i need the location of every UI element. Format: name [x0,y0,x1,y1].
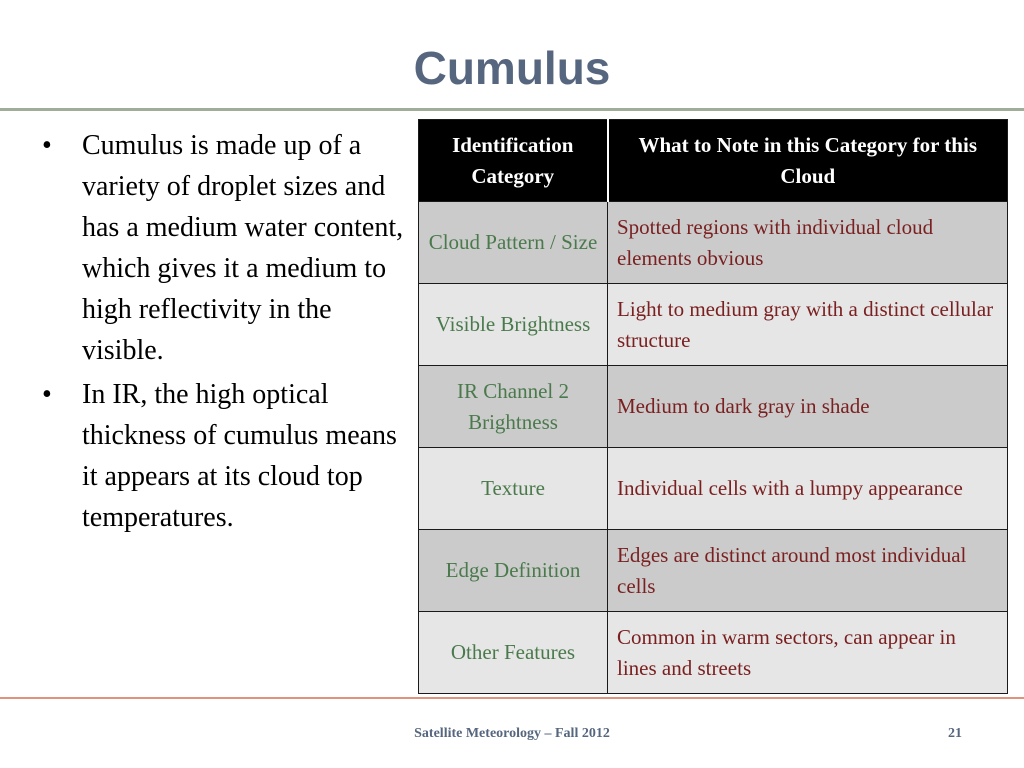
cloud-identification-table [418,119,1008,694]
table-row [419,612,1008,694]
table-row [419,448,1008,530]
table-row [419,202,1008,284]
footer-divider [0,697,1024,699]
note-cell: Spotted regions with individual cloud elements obvious [608,202,1008,284]
table-header-row [419,120,1008,202]
page-number: 21 [948,726,962,741]
category-cell: Cloud Pattern / Size [419,202,608,284]
category-cell: Texture [419,448,608,530]
table-row [419,284,1008,366]
category-cell: Visible Brightness [419,284,608,366]
footer-course-label: Satellite Meteorology – Fall 2012 [414,726,610,741]
note-cell: Edges are distinct around most individual cells [608,530,1008,612]
category-cell: Other Features [419,612,608,694]
bullet-item [42,374,407,538]
category-cell: Edge Definition [419,530,608,612]
bullet-text: In IR, the high optical thickness of cumulus means it appears at its cloud top temperatures. [82,379,397,533]
bullet-list [42,125,407,541]
note-cell: Medium to dark gray in shade [608,366,1008,448]
bullet-item [42,125,407,371]
table-row [419,366,1008,448]
bullet-marker: • [42,130,52,161]
note-cell: Common in warm sectors, can appear in lines and streets [608,612,1008,694]
slide-title: Cumulus [413,42,611,94]
header-identification-category: Identification Category [419,120,608,202]
bullet-text: Cumulus is made up of a variety of droplet sizes and has a medium water content, which gives it a medium to high reflectivity in the visible. [82,130,404,366]
table-row [419,530,1008,612]
note-cell: Individual cells with a lumpy appearance [608,448,1008,530]
category-cell: IR Channel 2 Brightness [419,366,608,448]
bullet-marker: • [42,379,52,410]
note-cell: Light to medium gray with a distinct cellular structure [608,284,1008,366]
header-what-to-note: What to Note in this Category for this Cloud [608,120,1008,202]
title-divider [0,108,1024,111]
